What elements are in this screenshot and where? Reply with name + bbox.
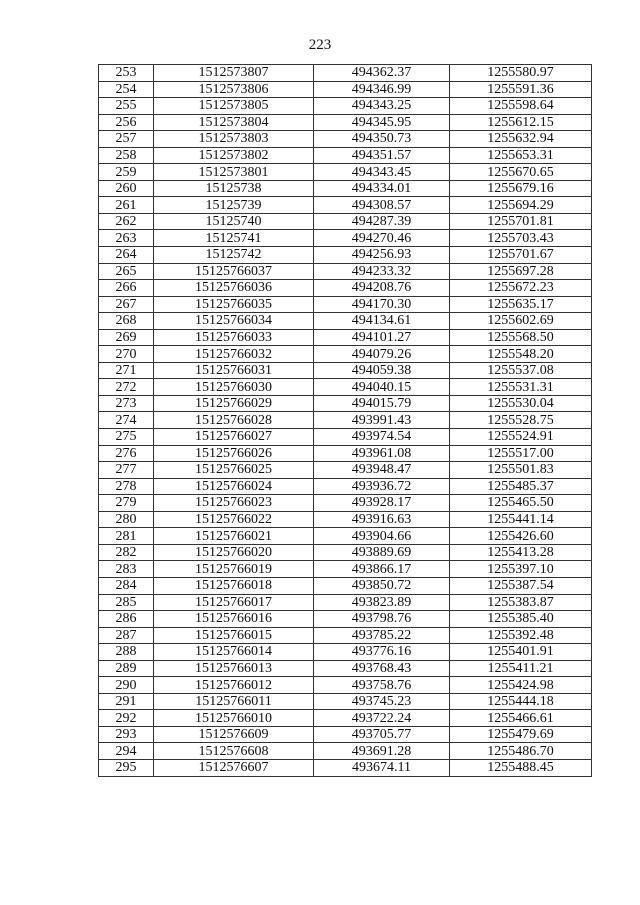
x-coordinate-cell: 493722.24 (314, 710, 450, 727)
table-row (99, 296, 592, 313)
table-row (99, 263, 592, 280)
table-row (99, 677, 592, 694)
x-coordinate-cell: 494362.37 (314, 65, 450, 82)
point-code-cell: 15125766037 (154, 263, 314, 280)
row-number-cell: 287 (99, 627, 154, 644)
table-row (99, 627, 592, 644)
table-row (99, 81, 592, 98)
y-coordinate-cell: 1255488.45 (450, 759, 592, 776)
y-coordinate-cell: 1255602.69 (450, 313, 592, 330)
row-number-cell: 262 (99, 213, 154, 230)
y-coordinate-cell: 1255591.36 (450, 81, 592, 98)
y-coordinate-cell: 1255568.50 (450, 329, 592, 346)
table-row (99, 379, 592, 396)
y-coordinate-cell: 1255612.15 (450, 114, 592, 131)
x-coordinate-cell: 494350.73 (314, 131, 450, 148)
x-coordinate-cell: 493745.23 (314, 693, 450, 710)
row-number-cell: 272 (99, 379, 154, 396)
x-coordinate-cell: 494134.61 (314, 313, 450, 330)
y-coordinate-cell: 1255703.43 (450, 230, 592, 247)
coordinate-table-body (99, 65, 592, 777)
x-coordinate-cell: 494343.45 (314, 164, 450, 181)
y-coordinate-cell: 1255485.37 (450, 478, 592, 495)
point-code-cell: 15125766029 (154, 395, 314, 412)
x-coordinate-cell: 494059.38 (314, 362, 450, 379)
x-coordinate-cell: 494334.01 (314, 180, 450, 197)
x-coordinate-cell: 494015.79 (314, 395, 450, 412)
point-code-cell: 15125766028 (154, 412, 314, 429)
y-coordinate-cell: 1255426.60 (450, 528, 592, 545)
y-coordinate-cell: 1255701.81 (450, 213, 592, 230)
x-coordinate-cell: 494287.39 (314, 213, 450, 230)
table-row (99, 230, 592, 247)
table-row (99, 395, 592, 412)
point-code-cell: 15125766031 (154, 362, 314, 379)
table-row (99, 528, 592, 545)
point-code-cell: 15125766033 (154, 329, 314, 346)
row-number-cell: 290 (99, 677, 154, 694)
x-coordinate-cell: 493823.89 (314, 594, 450, 611)
y-coordinate-cell: 1255486.70 (450, 743, 592, 760)
table-row (99, 544, 592, 561)
table-row (99, 693, 592, 710)
point-code-cell: 15125766025 (154, 462, 314, 479)
row-number-cell: 260 (99, 180, 154, 197)
x-coordinate-cell: 494351.57 (314, 147, 450, 164)
table-row (99, 280, 592, 297)
x-coordinate-cell: 494233.32 (314, 263, 450, 280)
table-row (99, 114, 592, 131)
point-code-cell: 15125766030 (154, 379, 314, 396)
table-row (99, 346, 592, 363)
y-coordinate-cell: 1255397.10 (450, 561, 592, 578)
y-coordinate-cell: 1255441.14 (450, 511, 592, 528)
row-number-cell: 286 (99, 611, 154, 628)
point-code-cell: 15125742 (154, 247, 314, 264)
point-code-cell: 15125766014 (154, 644, 314, 661)
y-coordinate-cell: 1255580.97 (450, 65, 592, 82)
y-coordinate-cell: 1255392.48 (450, 627, 592, 644)
row-number-cell: 295 (99, 759, 154, 776)
point-code-cell: 15125766013 (154, 660, 314, 677)
row-number-cell: 267 (99, 296, 154, 313)
point-code-cell: 15125766018 (154, 577, 314, 594)
point-code-cell: 15125738 (154, 180, 314, 197)
row-number-cell: 276 (99, 445, 154, 462)
y-coordinate-cell: 1255385.40 (450, 611, 592, 628)
point-code-cell: 15125766012 (154, 677, 314, 694)
x-coordinate-cell: 494079.26 (314, 346, 450, 363)
y-coordinate-cell: 1255411.21 (450, 660, 592, 677)
point-code-cell: 1512573805 (154, 98, 314, 115)
y-coordinate-cell: 1255424.98 (450, 677, 592, 694)
table-row (99, 495, 592, 512)
row-number-cell: 280 (99, 511, 154, 528)
x-coordinate-cell: 494270.46 (314, 230, 450, 247)
row-number-cell: 288 (99, 644, 154, 661)
row-number-cell: 275 (99, 429, 154, 446)
table-row (99, 98, 592, 115)
point-code-cell: 15125766020 (154, 544, 314, 561)
point-code-cell: 15125766021 (154, 528, 314, 545)
y-coordinate-cell: 1255679.16 (450, 180, 592, 197)
x-coordinate-cell: 493936.72 (314, 478, 450, 495)
table-row (99, 131, 592, 148)
x-coordinate-cell: 494256.93 (314, 247, 450, 264)
row-number-cell: 284 (99, 577, 154, 594)
table-row (99, 594, 592, 611)
row-number-cell: 278 (99, 478, 154, 495)
row-number-cell: 294 (99, 743, 154, 760)
row-number-cell: 292 (99, 710, 154, 727)
row-number-cell: 266 (99, 280, 154, 297)
x-coordinate-cell: 494208.76 (314, 280, 450, 297)
row-number-cell: 257 (99, 131, 154, 148)
point-code-cell: 15125766032 (154, 346, 314, 363)
table-row (99, 147, 592, 164)
y-coordinate-cell: 1255479.69 (450, 726, 592, 743)
table-row (99, 611, 592, 628)
row-number-cell: 253 (99, 65, 154, 82)
point-code-cell: 1512576608 (154, 743, 314, 760)
y-coordinate-cell: 1255635.17 (450, 296, 592, 313)
y-coordinate-cell: 1255694.29 (450, 197, 592, 214)
row-number-cell: 259 (99, 164, 154, 181)
table-row (99, 412, 592, 429)
point-code-cell: 1512576607 (154, 759, 314, 776)
y-coordinate-cell: 1255444.18 (450, 693, 592, 710)
row-number-cell: 289 (99, 660, 154, 677)
table-row (99, 197, 592, 214)
row-number-cell: 282 (99, 544, 154, 561)
table-row (99, 329, 592, 346)
x-coordinate-cell: 493674.11 (314, 759, 450, 776)
point-code-cell: 15125766035 (154, 296, 314, 313)
table-row (99, 213, 592, 230)
x-coordinate-cell: 493974.54 (314, 429, 450, 446)
table-row (99, 577, 592, 594)
row-number-cell: 264 (99, 247, 154, 264)
y-coordinate-cell: 1255383.87 (450, 594, 592, 611)
x-coordinate-cell: 493705.77 (314, 726, 450, 743)
point-code-cell: 15125766015 (154, 627, 314, 644)
point-code-cell: 1512573803 (154, 131, 314, 148)
y-coordinate-cell: 1255537.08 (450, 362, 592, 379)
point-code-cell: 1512573804 (154, 114, 314, 131)
table-row (99, 445, 592, 462)
row-number-cell: 263 (99, 230, 154, 247)
y-coordinate-cell: 1255413.28 (450, 544, 592, 561)
table-row (99, 462, 592, 479)
y-coordinate-cell: 1255530.04 (450, 395, 592, 412)
x-coordinate-cell: 493916.63 (314, 511, 450, 528)
row-number-cell: 281 (99, 528, 154, 545)
y-coordinate-cell: 1255387.54 (450, 577, 592, 594)
y-coordinate-cell: 1255401.91 (450, 644, 592, 661)
y-coordinate-cell: 1255653.31 (450, 147, 592, 164)
y-coordinate-cell: 1255697.28 (450, 263, 592, 280)
y-coordinate-cell: 1255672.23 (450, 280, 592, 297)
x-coordinate-cell: 493758.76 (314, 677, 450, 694)
table-row (99, 511, 592, 528)
point-code-cell: 15125741 (154, 230, 314, 247)
row-number-cell: 258 (99, 147, 154, 164)
point-code-cell: 15125766036 (154, 280, 314, 297)
row-number-cell: 283 (99, 561, 154, 578)
point-code-cell: 1512573802 (154, 147, 314, 164)
row-number-cell: 279 (99, 495, 154, 512)
y-coordinate-cell: 1255465.50 (450, 495, 592, 512)
x-coordinate-cell: 494170.30 (314, 296, 450, 313)
x-coordinate-cell: 493768.43 (314, 660, 450, 677)
point-code-cell: 1512573807 (154, 65, 314, 82)
x-coordinate-cell: 493961.08 (314, 445, 450, 462)
x-coordinate-cell: 493776.16 (314, 644, 450, 661)
x-coordinate-cell: 494101.27 (314, 329, 450, 346)
x-coordinate-cell: 493928.17 (314, 495, 450, 512)
x-coordinate-cell: 494343.25 (314, 98, 450, 115)
row-number-cell: 265 (99, 263, 154, 280)
point-code-cell: 15125766023 (154, 495, 314, 512)
table-row (99, 180, 592, 197)
table-row (99, 726, 592, 743)
point-code-cell: 15125766026 (154, 445, 314, 462)
point-code-cell: 15125766010 (154, 710, 314, 727)
coordinate-table-container (98, 64, 591, 777)
row-number-cell: 277 (99, 462, 154, 479)
point-code-cell: 1512576609 (154, 726, 314, 743)
y-coordinate-cell: 1255528.75 (450, 412, 592, 429)
point-code-cell: 15125766024 (154, 478, 314, 495)
table-row (99, 164, 592, 181)
table-row (99, 313, 592, 330)
point-code-cell: 15125766017 (154, 594, 314, 611)
point-code-cell: 15125740 (154, 213, 314, 230)
point-code-cell: 15125766011 (154, 693, 314, 710)
x-coordinate-cell: 494040.15 (314, 379, 450, 396)
x-coordinate-cell: 493785.22 (314, 627, 450, 644)
y-coordinate-cell: 1255501.83 (450, 462, 592, 479)
row-number-cell: 285 (99, 594, 154, 611)
y-coordinate-cell: 1255524.91 (450, 429, 592, 446)
y-coordinate-cell: 1255531.31 (450, 379, 592, 396)
table-row (99, 660, 592, 677)
row-number-cell: 270 (99, 346, 154, 363)
x-coordinate-cell: 494346.99 (314, 81, 450, 98)
table-row (99, 478, 592, 495)
row-number-cell: 271 (99, 362, 154, 379)
table-row (99, 710, 592, 727)
coordinate-table (98, 64, 592, 777)
x-coordinate-cell: 494308.57 (314, 197, 450, 214)
x-coordinate-cell: 493948.47 (314, 462, 450, 479)
y-coordinate-cell: 1255548.20 (450, 346, 592, 363)
point-code-cell: 15125766019 (154, 561, 314, 578)
table-row (99, 362, 592, 379)
y-coordinate-cell: 1255517.00 (450, 445, 592, 462)
table-row (99, 644, 592, 661)
point-code-cell: 15125766022 (154, 511, 314, 528)
x-coordinate-cell: 493889.69 (314, 544, 450, 561)
table-row (99, 247, 592, 264)
x-coordinate-cell: 493904.66 (314, 528, 450, 545)
row-number-cell: 254 (99, 81, 154, 98)
point-code-cell: 15125739 (154, 197, 314, 214)
y-coordinate-cell: 1255670.65 (450, 164, 592, 181)
row-number-cell: 256 (99, 114, 154, 131)
y-coordinate-cell: 1255701.67 (450, 247, 592, 264)
x-coordinate-cell: 493991.43 (314, 412, 450, 429)
table-row (99, 561, 592, 578)
point-code-cell: 15125766034 (154, 313, 314, 330)
x-coordinate-cell: 493850.72 (314, 577, 450, 594)
y-coordinate-cell: 1255598.64 (450, 98, 592, 115)
row-number-cell: 274 (99, 412, 154, 429)
point-code-cell: 15125766027 (154, 429, 314, 446)
table-row (99, 743, 592, 760)
x-coordinate-cell: 493691.28 (314, 743, 450, 760)
x-coordinate-cell: 493866.17 (314, 561, 450, 578)
row-number-cell: 293 (99, 726, 154, 743)
row-number-cell: 255 (99, 98, 154, 115)
x-coordinate-cell: 494345.95 (314, 114, 450, 131)
row-number-cell: 269 (99, 329, 154, 346)
table-row (99, 65, 592, 82)
row-number-cell: 268 (99, 313, 154, 330)
row-number-cell: 261 (99, 197, 154, 214)
y-coordinate-cell: 1255466.61 (450, 710, 592, 727)
page-number: 223 (308, 37, 332, 53)
table-row (99, 759, 592, 776)
point-code-cell: 15125766016 (154, 611, 314, 628)
point-code-cell: 1512573801 (154, 164, 314, 181)
x-coordinate-cell: 493798.76 (314, 611, 450, 628)
row-number-cell: 291 (99, 693, 154, 710)
table-row (99, 429, 592, 446)
row-number-cell: 273 (99, 395, 154, 412)
point-code-cell: 1512573806 (154, 81, 314, 98)
y-coordinate-cell: 1255632.94 (450, 131, 592, 148)
